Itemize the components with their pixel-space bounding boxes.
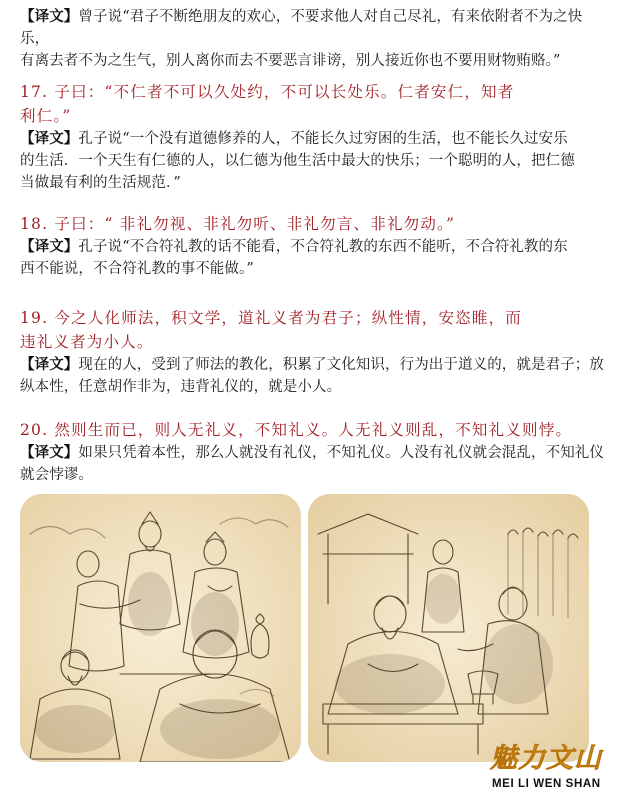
logo-pinyin: MEI LI WEN SHAN: [492, 778, 601, 790]
quote-line: 利仁。”: [20, 107, 72, 125]
entry-number: 17.: [20, 83, 49, 101]
xunzi-quote: [20, 306, 604, 354]
entry-18: [20, 212, 604, 280]
translation-tag: 【译文】: [20, 8, 79, 25]
translation-paragraph: [20, 354, 604, 398]
translation-line: 孔子说“一个没有道德修养的人，不能长久过穷困的生活，也不能长久过安乐: [78, 131, 568, 147]
entry-19: [20, 306, 604, 398]
meili-wenshan-logo: [486, 738, 608, 798]
entry-16-translation: [20, 6, 604, 72]
entry-number: 18.: [20, 215, 49, 233]
illustration-master-and-disciples: [308, 494, 589, 762]
analects-quote: [20, 212, 604, 236]
quote-line: 子曰：“ 非礼勿视、非礼勿听、非礼勿言、非礼勿动。”: [54, 215, 456, 233]
translation-tag: 【译文】: [20, 356, 79, 373]
translation-line: 纵本性，任意胡作非为，违背礼仪的，就是小人。: [20, 379, 342, 395]
entry-20: [20, 418, 604, 486]
master-sketch: [308, 494, 589, 762]
translation-line: 就会悖谬。: [20, 467, 93, 483]
translation-line: 孔子说“不合符礼教的话不能看，不合符礼教的东西不能听，不合符礼教的东: [78, 239, 568, 255]
entry-number: 20.: [20, 421, 49, 439]
translation-line: 曾子说“君子不断绝朋友的欢心，不要求他人对自己尽礼，有来依附者不为之快乐，: [20, 9, 583, 47]
translation-paragraph: [20, 442, 604, 486]
translation-line: 现在的人，受到了师法的教化，积累了文化知识，行为出于道义的，就是君子；放: [78, 357, 605, 373]
translation-line: 的生活．一个天生有仁德的人，以仁德为他生活中最大的快乐；一个聪明的人，把仁德: [20, 153, 575, 169]
xunzi-quote: [20, 418, 604, 442]
analects-quote: [20, 80, 604, 128]
translation-line: 如果只凭着本性，那么人就没有礼仪，不知礼仪。人没有礼仪就会混乱，不知礼仪: [78, 445, 605, 461]
translation-tag: 【译文】: [20, 444, 79, 461]
translation-line: 当做最有利的生活规范．”: [20, 175, 181, 191]
translation-paragraph: [20, 6, 604, 72]
translation-tag: 【译文】: [20, 130, 79, 147]
translation-paragraph: [20, 236, 604, 280]
translation-tag: 【译文】: [20, 238, 79, 255]
translation-line: 有离去者不为之生气，别人离你而去不要恶言诽谤，别人接近你也不要用财物贿赂。”: [20, 53, 561, 69]
quote-line: 违礼义者为小人。: [20, 333, 154, 351]
entry-number: 19.: [20, 309, 49, 327]
entry-17: [20, 80, 604, 194]
svg-text:魅力文山: 魅力文山: [490, 743, 602, 774]
illustration-scholars-gathering: [20, 494, 301, 762]
quote-line: 然则生而已，则人无礼义，不知礼义。人无礼义则乱，不知礼义则悖。: [54, 421, 573, 439]
quote-line: 子曰：“不仁者不可以久处约，不可以长处乐。仁者安仁，知者: [54, 83, 515, 101]
quote-line: 今之人化师法，积文学，道礼义者为君子；纵性情，安恣睢，而: [54, 309, 523, 327]
translation-paragraph: [20, 128, 604, 194]
translation-line: 西不能说，不合符礼教的事不能做。”: [20, 261, 254, 277]
scholars-sketch: [20, 494, 301, 762]
logo-calligraphy: [486, 738, 608, 774]
